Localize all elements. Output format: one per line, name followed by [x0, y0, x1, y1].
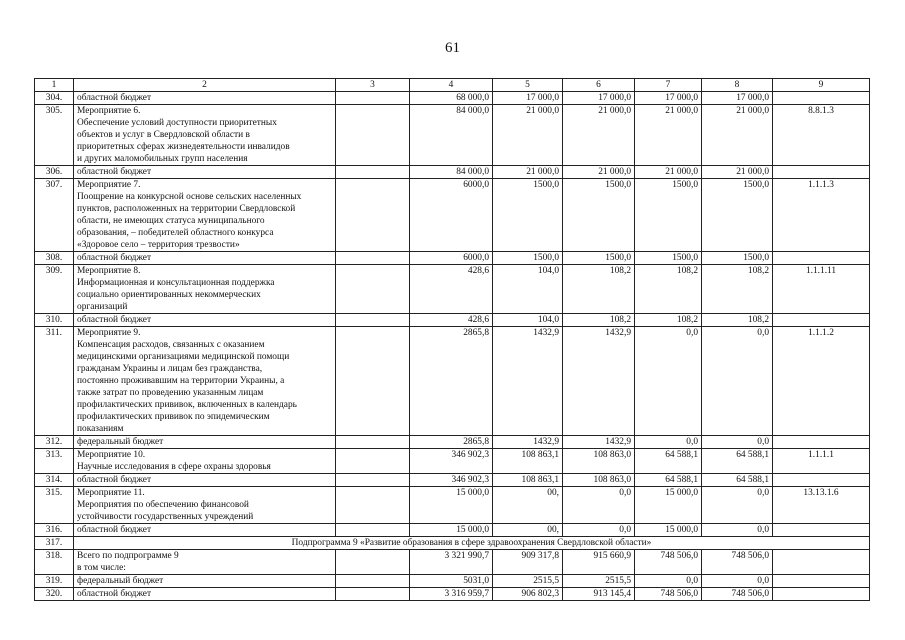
target-code: 1.1.1.11 [773, 265, 870, 314]
value-col7: 21 000,0 [635, 105, 702, 166]
description-line: Компенсация расходов, связанных с оказанием [77, 340, 265, 350]
value-col8: 748 506,0 [702, 550, 773, 575]
target-code [773, 252, 870, 265]
description-line: Информационная и консультационная поддержка [77, 278, 275, 288]
value-col4: 84 000,0 [410, 166, 493, 179]
table-row [35, 575, 870, 588]
description-line: профилактических прививок, включенных в календарь [77, 400, 297, 410]
col3-cell [336, 550, 410, 575]
header-cell-3: 3 [336, 79, 410, 92]
target-code: 1.1.1.3 [773, 179, 870, 252]
value-col4: 6000,0 [410, 179, 493, 252]
value-col4: 6000,0 [410, 252, 493, 265]
value-col5: 1500,0 [493, 252, 563, 265]
description-line: гражданам Украины и лицам без гражданства, [77, 364, 263, 374]
row-number: 304. [35, 92, 74, 105]
value-col4: 5031,0 [410, 575, 493, 588]
row-description [74, 105, 336, 166]
row-description [74, 166, 336, 179]
table-row [35, 179, 870, 252]
value-col7: 17 000,0 [635, 92, 702, 105]
value-col5: 00, [493, 487, 563, 524]
row-number: 317. [35, 537, 74, 550]
value-col4: 15 000,0 [410, 524, 493, 537]
description-line: постоянно проживавшим на территории Украины, а [77, 376, 285, 386]
description-line: федеральный бюджет [77, 576, 164, 586]
col3-cell [336, 588, 410, 601]
value-col5: 104,0 [493, 314, 563, 327]
col3-cell [336, 474, 410, 487]
description-line: областной бюджет [77, 475, 152, 485]
description-line: областной бюджет [77, 525, 152, 535]
value-col4: 68 000,0 [410, 92, 493, 105]
col3-cell [336, 265, 410, 314]
value-col5: 00, [493, 524, 563, 537]
value-col5: 1432,9 [493, 436, 563, 449]
description-line: в том числе: [77, 563, 126, 573]
table-row [35, 166, 870, 179]
row-number: 310. [35, 314, 74, 327]
value-col5: 1432,9 [493, 327, 563, 436]
row-number: 308. [35, 252, 74, 265]
col3-cell [336, 436, 410, 449]
value-col7: 64 588,1 [635, 449, 702, 474]
value-col7: 0,0 [635, 575, 702, 588]
table-header-row [35, 79, 870, 92]
col3-cell [336, 92, 410, 105]
row-number: 315. [35, 487, 74, 524]
value-col8: 17 000,0 [702, 92, 773, 105]
description-line: Поощрение на конкурсной основе сельских населенных [77, 192, 302, 202]
target-code [773, 436, 870, 449]
col3-cell [336, 179, 410, 252]
col3-cell [336, 105, 410, 166]
value-col7: 748 506,0 [635, 588, 702, 601]
value-col8: 0,0 [702, 575, 773, 588]
row-description [74, 265, 336, 314]
row-description [74, 327, 336, 436]
description-line: Мероприятие 7. [77, 180, 141, 190]
header-cell-1: 1 [35, 79, 74, 92]
description-line: медицинскими организациями медицинской помощи [77, 352, 290, 362]
value-col8: 108,2 [702, 265, 773, 314]
target-code [773, 524, 870, 537]
description-line: образования, – победителей областного конкурса [77, 228, 274, 238]
value-col6: 1432,9 [563, 327, 635, 436]
table-row [35, 537, 870, 550]
description-line: Мероприятие 9. [77, 328, 141, 338]
description-line: Мероприятие 11. [77, 488, 145, 498]
header-cell-4: 4 [410, 79, 493, 92]
description-line: пунктов, расположенных на территории Свердловской [77, 204, 296, 214]
value-col4: 15 000,0 [410, 487, 493, 524]
subprogram-title: Подпрограмма 9 «Развитие образования в сфере здравоохранения Свердловской области» [74, 537, 870, 550]
value-col5: 2515,5 [493, 575, 563, 588]
description-line: области, не имеющих статуса муниципального [77, 216, 265, 226]
table-body [35, 79, 870, 601]
page-number: 61 [445, 40, 460, 56]
target-code [773, 92, 870, 105]
value-col6: 21 000,0 [563, 105, 635, 166]
value-col7: 108,2 [635, 265, 702, 314]
value-col5: 108 863,1 [493, 449, 563, 474]
description-line: и других маломобильных групп населения [77, 154, 248, 164]
row-description [74, 487, 336, 524]
value-col5: 906 802,3 [493, 588, 563, 601]
description-line: социально ориентированных некоммерческих [77, 290, 261, 300]
value-col7: 0,0 [635, 327, 702, 436]
description-line: показаниям [77, 424, 124, 434]
description-line: Обеспечение условий доступности приоритетных [77, 118, 277, 128]
target-code [773, 314, 870, 327]
row-number: 309. [35, 265, 74, 314]
target-code [773, 166, 870, 179]
value-col8: 0,0 [702, 327, 773, 436]
value-col6: 108 863,0 [563, 474, 635, 487]
table-row [35, 588, 870, 601]
description-line: Мероприятия по обеспечению финансовой [77, 500, 249, 510]
col3-cell [336, 314, 410, 327]
value-col5: 104,0 [493, 265, 563, 314]
description-line: приоритетных сферах жизнедеятельности инвалидов [77, 142, 290, 152]
row-number: 306. [35, 166, 74, 179]
description-line: Научные исследования в сфере охраны здоровья [77, 462, 271, 472]
value-col7: 1500,0 [635, 252, 702, 265]
value-col5: 17 000,0 [493, 92, 563, 105]
value-col8: 0,0 [702, 436, 773, 449]
value-col7: 21 000,0 [635, 166, 702, 179]
value-col4: 428,6 [410, 314, 493, 327]
table-row [35, 487, 870, 524]
value-col8: 64 588,1 [702, 449, 773, 474]
col3-cell [336, 575, 410, 588]
table-row [35, 524, 870, 537]
target-code: 13.13.1.6 [773, 487, 870, 524]
value-col4: 3 316 959,7 [410, 588, 493, 601]
description-line: Мероприятие 8. [77, 266, 141, 276]
table-row [35, 474, 870, 487]
description-line: областной бюджет [77, 315, 152, 325]
header-cell-6: 6 [563, 79, 635, 92]
value-col6: 0,0 [563, 524, 635, 537]
value-col6: 108,2 [563, 265, 635, 314]
description-line: федеральный бюджет [77, 437, 164, 447]
value-col6: 108,2 [563, 314, 635, 327]
target-code [773, 550, 870, 575]
value-col8: 0,0 [702, 487, 773, 524]
table-row [35, 550, 870, 575]
value-col7: 748 506,0 [635, 550, 702, 575]
row-number: 318. [35, 550, 74, 575]
col3-cell [336, 327, 410, 436]
value-col7: 1500,0 [635, 179, 702, 252]
col3-cell [336, 487, 410, 524]
value-col6: 913 145,4 [563, 588, 635, 601]
row-number: 305. [35, 105, 74, 166]
table-row [35, 105, 870, 166]
table-row [35, 314, 870, 327]
value-col6: 108 863,0 [563, 449, 635, 474]
value-col8: 64 588,1 [702, 474, 773, 487]
description-line: областной бюджет [77, 253, 152, 263]
target-code [773, 575, 870, 588]
header-cell-9: 9 [773, 79, 870, 92]
value-col8: 748 506,0 [702, 588, 773, 601]
target-code: 1.1.1.2 [773, 327, 870, 436]
row-number: 314. [35, 474, 74, 487]
target-code [773, 474, 870, 487]
value-col4: 84 000,0 [410, 105, 493, 166]
value-col6: 1500,0 [563, 179, 635, 252]
table-row [35, 252, 870, 265]
budget-table [34, 78, 870, 601]
value-col6: 1432,9 [563, 436, 635, 449]
row-description [74, 436, 336, 449]
table-row [35, 265, 870, 314]
value-col7: 15 000,0 [635, 524, 702, 537]
description-line: объектов и услуг в Свердловской области в [77, 130, 250, 140]
target-code: 1.1.1.1 [773, 449, 870, 474]
value-col4: 346 902,3 [410, 449, 493, 474]
value-col4: 3 321 990,7 [410, 550, 493, 575]
value-col4: 346 902,3 [410, 474, 493, 487]
description-line: Всего по подпрограмме 9 [77, 551, 179, 561]
table-row [35, 92, 870, 105]
row-number: 311. [35, 327, 74, 436]
table-row [35, 449, 870, 474]
row-description [74, 550, 336, 575]
description-line: организаций [77, 302, 128, 312]
value-col8: 0,0 [702, 524, 773, 537]
value-col5: 909 317,8 [493, 550, 563, 575]
value-col6: 1500,0 [563, 252, 635, 265]
header-cell-2: 2 [74, 79, 336, 92]
col3-cell [336, 166, 410, 179]
row-number: 312. [35, 436, 74, 449]
value-col5: 21 000,0 [493, 166, 563, 179]
value-col5: 1500,0 [493, 179, 563, 252]
row-description [74, 588, 336, 601]
value-col4: 428,6 [410, 265, 493, 314]
row-number: 316. [35, 524, 74, 537]
value-col6: 0,0 [563, 487, 635, 524]
description-line: Мероприятие 10. [77, 450, 146, 460]
row-description [74, 449, 336, 474]
description-line: устойчивости государственных учреждений [77, 512, 254, 522]
row-description [74, 474, 336, 487]
value-col6: 21 000,0 [563, 166, 635, 179]
value-col6: 915 660,9 [563, 550, 635, 575]
value-col5: 21 000,0 [493, 105, 563, 166]
target-code [773, 588, 870, 601]
row-number: 307. [35, 179, 74, 252]
header-cell-7: 7 [635, 79, 702, 92]
description-line: также затрат по проведению указанным лицам [77, 388, 264, 398]
description-line: «Здоровое село – территория трезвости» [77, 240, 240, 250]
value-col4: 2865,8 [410, 327, 493, 436]
row-number: 319. [35, 575, 74, 588]
value-col8: 1500,0 [702, 179, 773, 252]
value-col7: 108,2 [635, 314, 702, 327]
value-col8: 1500,0 [702, 252, 773, 265]
row-number: 313. [35, 449, 74, 474]
description-line: Мероприятие 6. [77, 106, 141, 116]
value-col8: 21 000,0 [702, 105, 773, 166]
value-col7: 15 000,0 [635, 487, 702, 524]
row-number: 320. [35, 588, 74, 601]
row-description [74, 314, 336, 327]
col3-cell [336, 524, 410, 537]
row-description [74, 179, 336, 252]
row-description [74, 575, 336, 588]
target-code: 8.8.1.3 [773, 105, 870, 166]
description-line: областной бюджет [77, 93, 152, 103]
row-description [74, 92, 336, 105]
header-cell-5: 5 [493, 79, 563, 92]
col3-cell [336, 449, 410, 474]
description-line: областной бюджет [77, 167, 152, 177]
row-description [74, 252, 336, 265]
col3-cell [336, 252, 410, 265]
value-col7: 0,0 [635, 436, 702, 449]
description-line: областной бюджет [77, 589, 152, 599]
value-col8: 108,2 [702, 314, 773, 327]
description-line: профилактических прививок по эпидемическим [77, 412, 270, 422]
row-description [74, 524, 336, 537]
table-row [35, 436, 870, 449]
value-col8: 21 000,0 [702, 166, 773, 179]
value-col5: 108 863,1 [493, 474, 563, 487]
value-col4: 2865,8 [410, 436, 493, 449]
value-col6: 2515,5 [563, 575, 635, 588]
value-col6: 17 000,0 [563, 92, 635, 105]
table-row [35, 327, 870, 436]
header-cell-8: 8 [702, 79, 773, 92]
value-col7: 64 588,1 [635, 474, 702, 487]
